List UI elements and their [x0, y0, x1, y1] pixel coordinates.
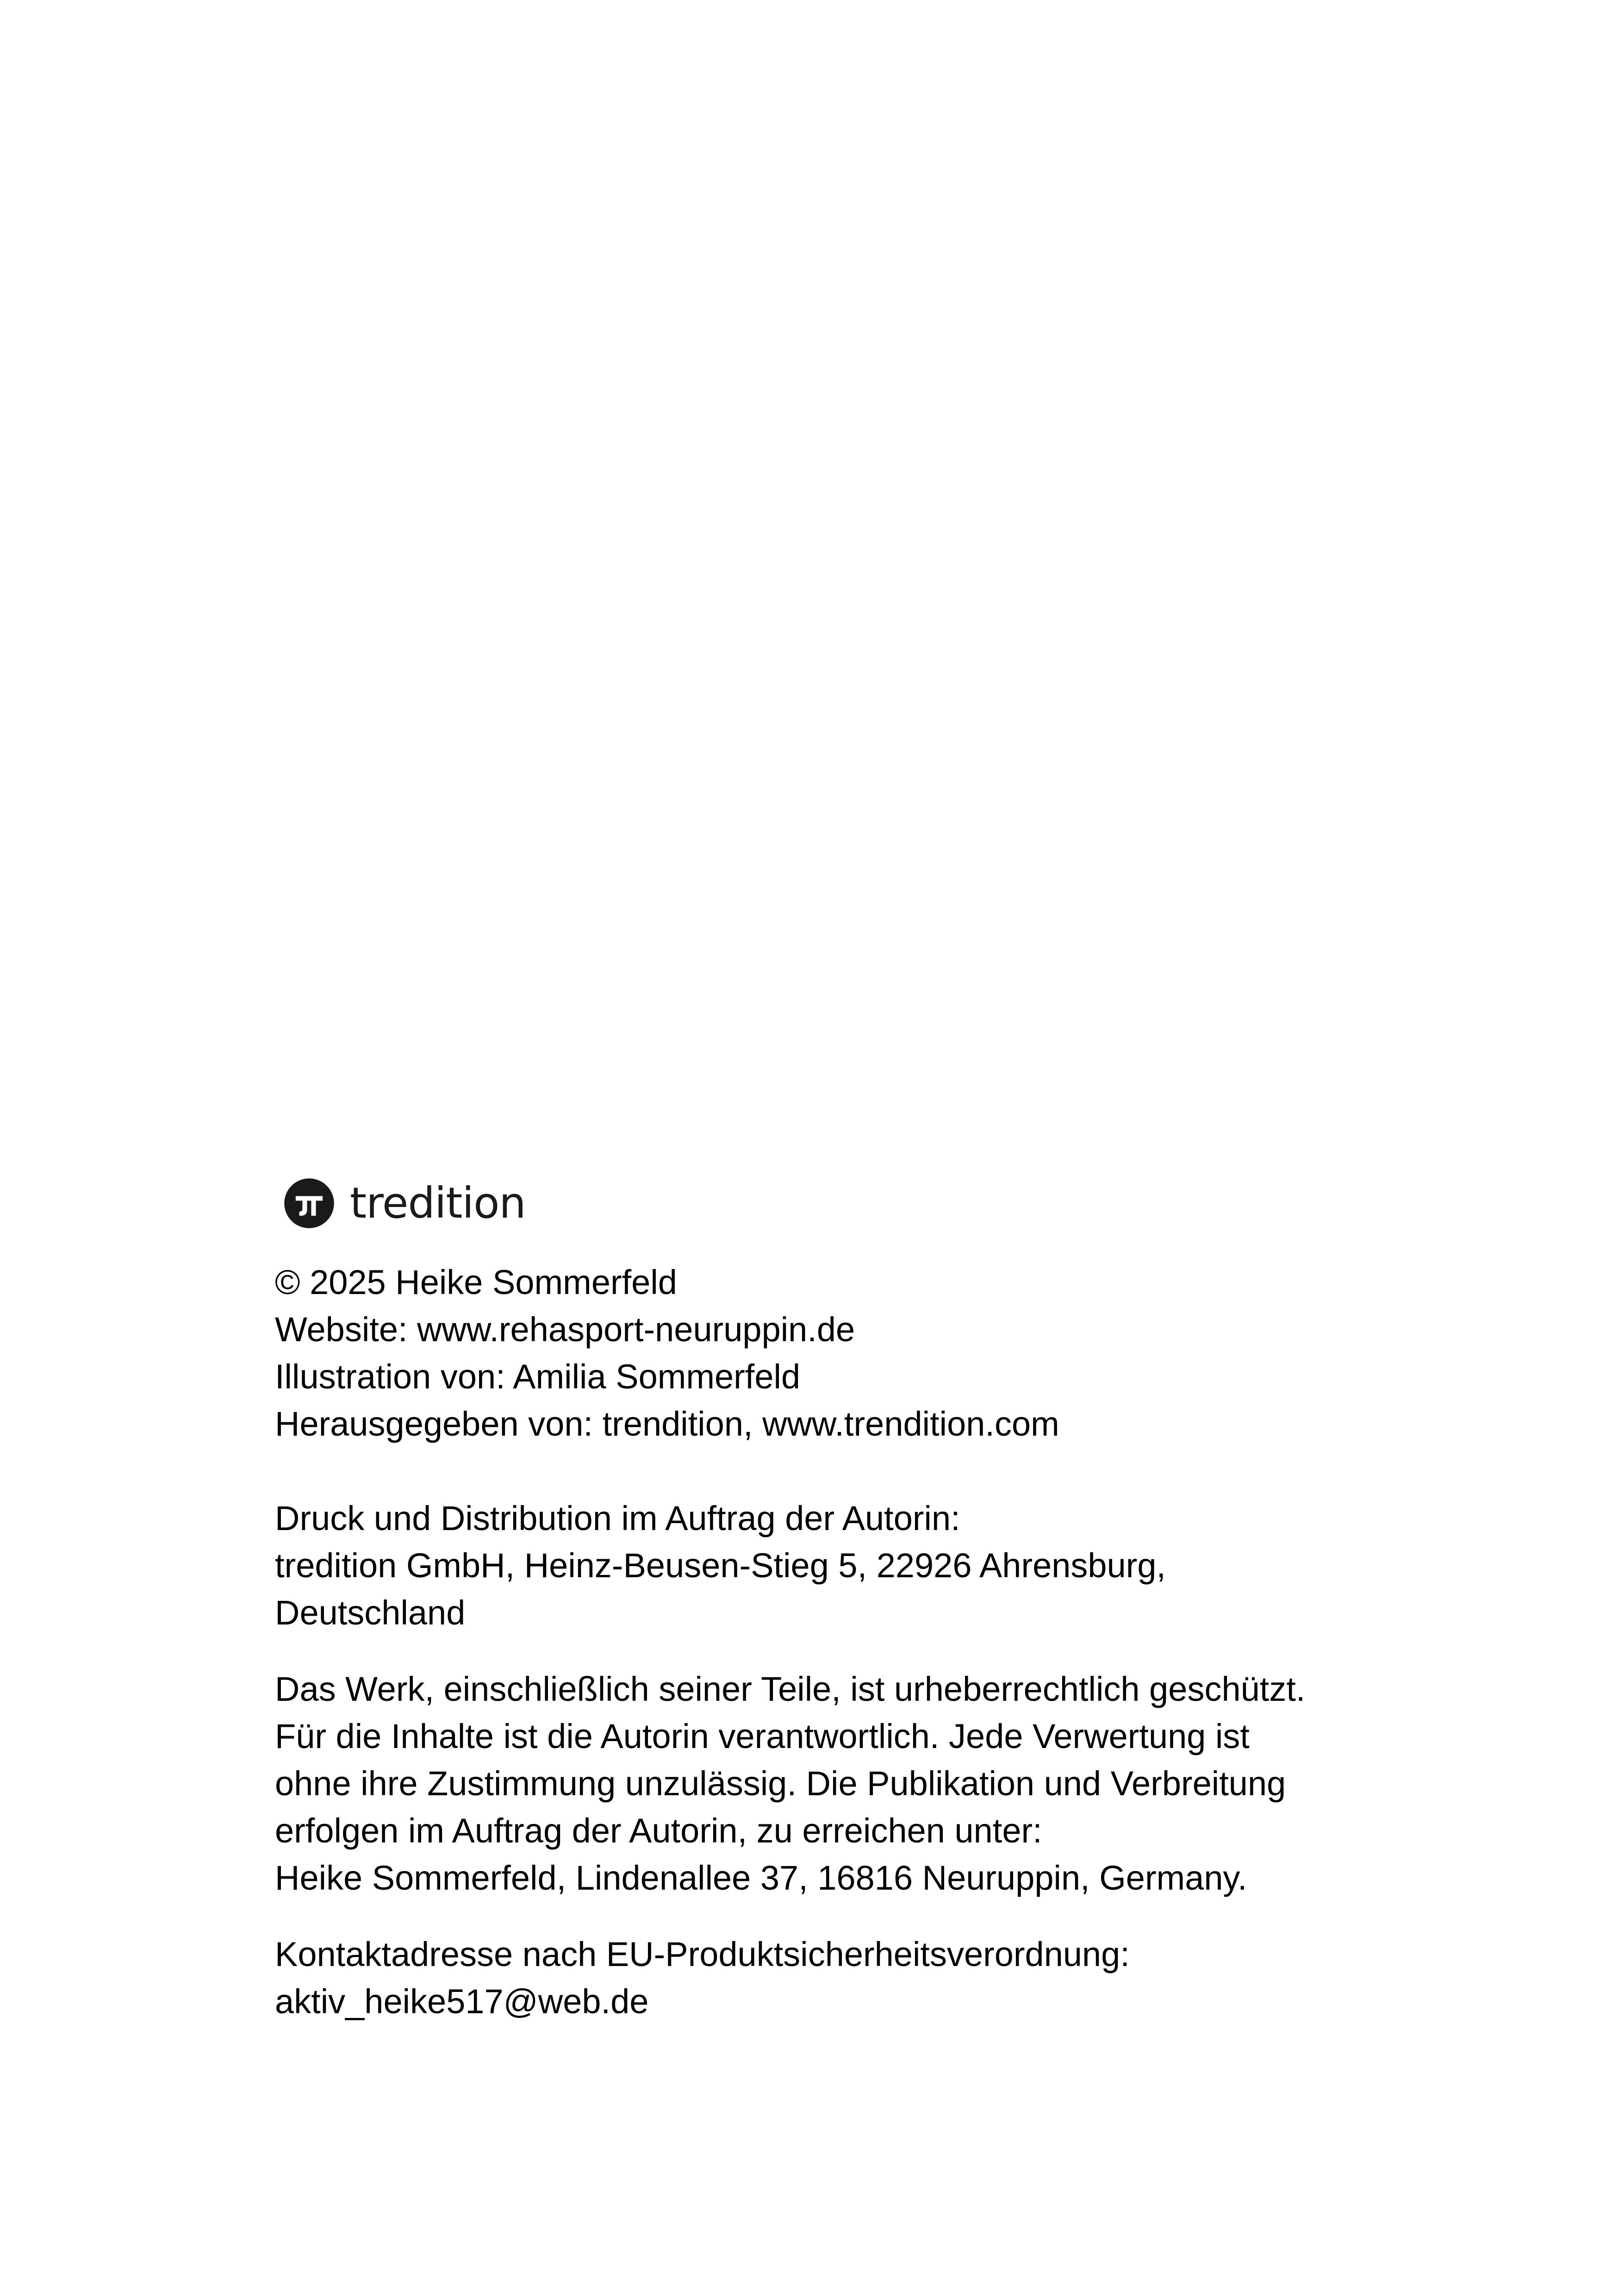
illustration-line: Illustration von: Amilia Sommerfeld [275, 1357, 801, 1396]
distribution-line: Deutschland [275, 1593, 466, 1632]
notice-line: Für die Inhalte ist die Autorin verantwortlich. Jede Verwertung ist [275, 1717, 1250, 1755]
copyright-line: © 2025 Heike Sommerfeld [275, 1263, 677, 1301]
spacer [275, 1448, 1432, 1495]
spacer [275, 1902, 1432, 1931]
imprint-text [275, 1259, 1432, 2025]
distribution-line: tredition GmbH, Heinz-Beusen-Stieg 5, 22926 Ahrensburg, [275, 1546, 1166, 1585]
credits-block [275, 1259, 1432, 1448]
distribution-block [275, 1495, 1432, 1636]
notice-line: erfolgen im Auftrag der Autorin, zu erreichen unter: [275, 1811, 1042, 1850]
publisher-logo [283, 1176, 526, 1231]
notice-line: Das Werk, einschließlich seiner Teile, ist urheberrechtlich geschützt. [275, 1670, 1306, 1708]
copyright-notice-block [275, 1666, 1432, 1902]
website-line: Website: www.rehasport-neuruppin.de [275, 1310, 855, 1349]
notice-line: Heike Sommerfeld, Lindenallee 37, 16816 Neuruppin, Germany. [275, 1859, 1247, 1897]
contact-block [275, 1931, 1432, 2025]
publisher-wordmark: tredition [350, 1178, 526, 1228]
publisher-line: Herausgegeben von: trendition, www.trendition.com [275, 1405, 1059, 1443]
contact-email: aktiv_heike517@web.de [275, 1982, 649, 2021]
spacer [275, 1636, 1432, 1666]
tredition-logo-icon [283, 1177, 335, 1229]
distribution-line: Druck und Distribution im Auftrag der Autorin: [275, 1499, 960, 1537]
contact-label: Kontaktadresse nach EU-Produktsicherheitsverordnung: [275, 1935, 1130, 1973]
notice-line: ohne ihre Zustimmung unzulässig. Die Publikation und Verbreitung [275, 1764, 1286, 1803]
